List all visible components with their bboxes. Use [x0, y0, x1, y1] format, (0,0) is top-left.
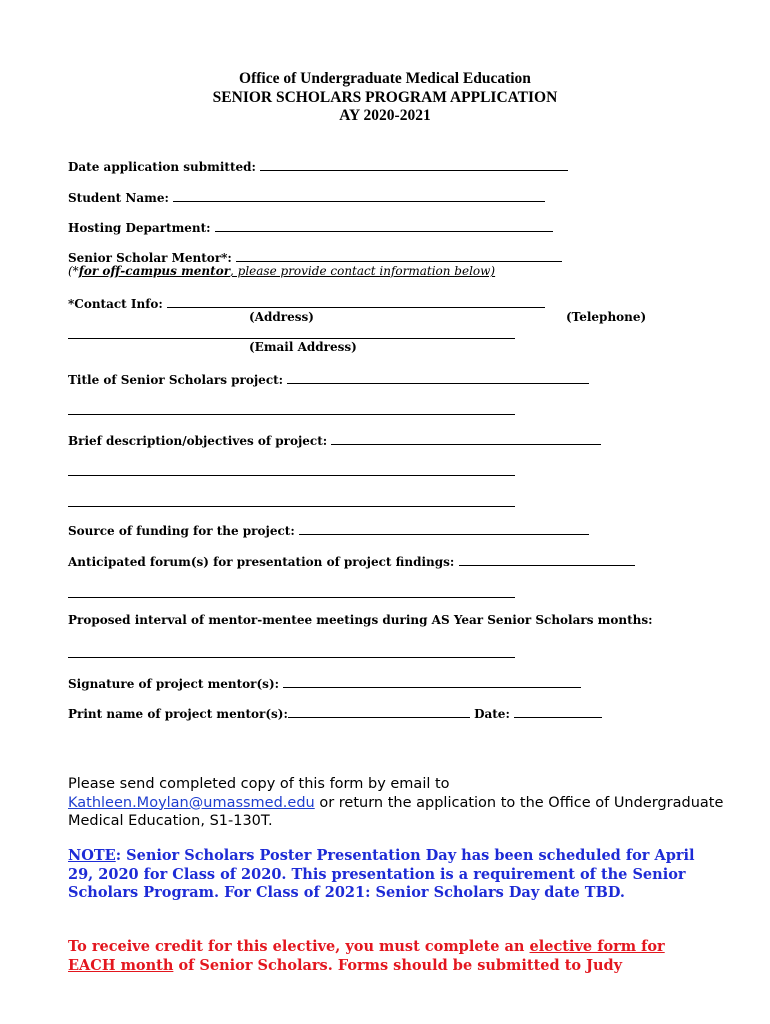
date-submitted-label: Date application submitted: [68, 160, 256, 174]
note-label: NOTE [68, 847, 116, 864]
print-name-row [68, 705, 602, 722]
office-title: Office of Undergraduate Medical Education [239, 70, 531, 87]
forum-field[interactable] [459, 553, 635, 566]
hosting-department-row [68, 219, 553, 236]
mentor-note-emphasis: for off-campus mentor [78, 264, 231, 278]
signature-field[interactable] [283, 675, 581, 688]
interval-label: Proposed interval of mentor-mentee meetings during AS Year Senior Scholars months: [68, 613, 653, 627]
project-title-row [68, 371, 589, 388]
instructions-text: Please send completed copy of this form by email to [68, 776, 450, 792]
program-title: SENIOR SCHOLARS PROGRAM APPLICATION [212, 88, 558, 106]
mentor-note-prefix: (* [68, 264, 79, 278]
signature-row [68, 675, 581, 692]
email-link[interactable]: Kathleen.Moylan@umassmed.edu [68, 794, 315, 811]
form-header [0, 70, 770, 126]
note-text: : Senior Scholars Poster Presentation Day has been scheduled for April 29, 2020 for Class of 2020. This presentation is a requirement of the Senior Scholars Program. For Class of 2021: Senior Scholars Day date TBD. [68, 847, 695, 901]
signature-label: Signature of project mentor(s): [68, 677, 280, 691]
date-submitted-row [68, 158, 568, 175]
description-field[interactable] [331, 432, 601, 445]
funding-label: Source of funding for the project: [68, 524, 295, 538]
student-name-row [68, 189, 545, 206]
date-label: Date: [474, 707, 510, 721]
mentor-field[interactable] [236, 249, 562, 262]
mentor-label: Senior Scholar Mentor*: [68, 251, 232, 265]
date-field[interactable] [514, 705, 602, 718]
forum-row [68, 553, 635, 570]
mentor-note-suffix: , please provide contact information below) [230, 264, 496, 278]
interval-row [68, 613, 653, 628]
project-title-field[interactable] [287, 371, 589, 384]
funding-row [68, 522, 589, 539]
elective-form-link[interactable]: elective form for EACH month [68, 938, 665, 974]
description-label: Brief description/objectives of project: [68, 434, 328, 448]
contact-info-field[interactable] [167, 295, 545, 308]
project-title-field-2[interactable] [68, 414, 515, 415]
description-field-3[interactable] [68, 506, 515, 507]
note-paragraph [68, 847, 708, 903]
email-caption: (Email Address) [249, 340, 357, 354]
address-caption: (Address) [249, 310, 314, 324]
interval-field[interactable] [68, 657, 515, 658]
academic-year: AY 2020-2021 [339, 107, 431, 124]
contact-info-label: *Contact Info: [68, 297, 163, 311]
hosting-department-label: Hosting Department: [68, 221, 211, 235]
project-title-label: Title of Senior Scholars project: [68, 373, 284, 387]
mentor-note [68, 264, 495, 278]
telephone-caption: (Telephone) [566, 310, 647, 324]
date-submitted-field[interactable] [260, 158, 568, 171]
print-name-field[interactable] [288, 705, 470, 718]
instructions-paragraph [68, 775, 728, 831]
description-field-2[interactable] [68, 475, 515, 476]
forum-label: Anticipated forum(s) for presentation of project findings: [68, 555, 455, 569]
description-row [68, 432, 601, 449]
student-name-label: Student Name: [68, 191, 169, 205]
credit-paragraph [68, 938, 708, 975]
funding-field[interactable] [299, 522, 589, 535]
print-name-label: Print name of project mentor(s): [68, 707, 288, 721]
credit-text-continued: of Senior Scholars. Forms should be submitted to Judy [173, 956, 623, 974]
instructions-text-continued: or return the application to the Office of Undergraduate Medical Education, S1-130T. [68, 794, 724, 829]
email-field[interactable] [68, 338, 515, 339]
student-name-field[interactable] [173, 189, 545, 202]
forum-field-2[interactable] [68, 597, 515, 598]
credit-text: To receive credit for this elective, you must complete an [68, 938, 530, 955]
hosting-department-field[interactable] [215, 219, 553, 232]
